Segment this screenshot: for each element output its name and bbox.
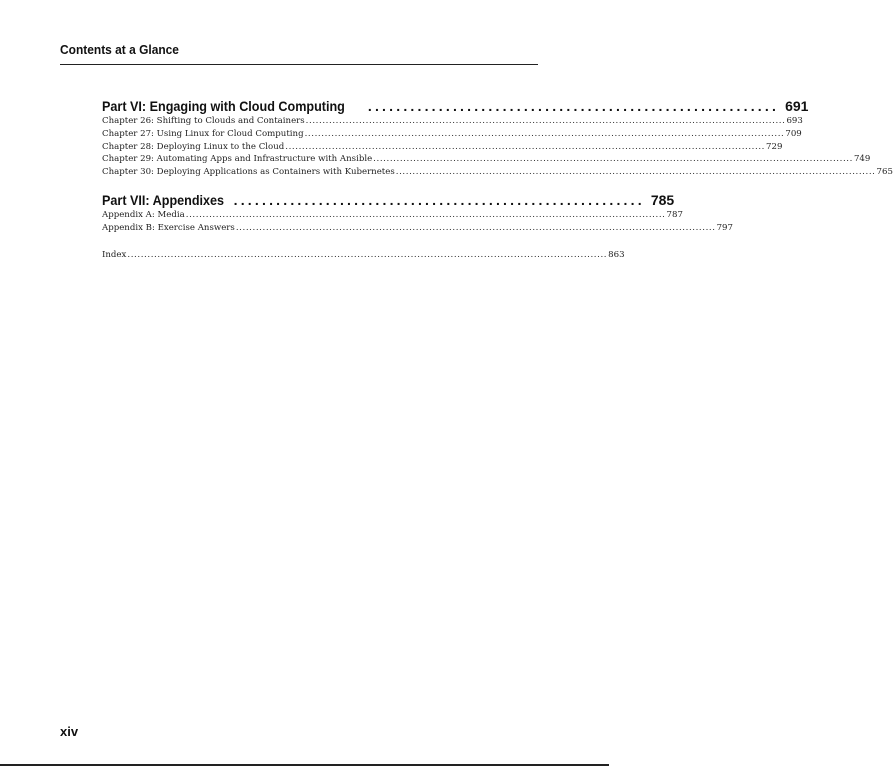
toc-entry[interactable]	[102, 115, 803, 128]
toc-part-page: 691	[785, 98, 809, 114]
toc-entry-title: Chapter 28: Deploying Linux to the Cloud	[102, 141, 285, 152]
toc-entry-page: 787	[666, 209, 683, 220]
toc-entry-page: 709	[785, 128, 802, 139]
table-of-contents	[102, 97, 893, 261]
dot-leader: ................................................................................................................................................	[305, 116, 786, 126]
toc-index[interactable]	[102, 249, 625, 262]
toc-part-title: Part VI: Engaging with Cloud Computing	[102, 98, 345, 114]
toc-entry[interactable]	[102, 153, 871, 166]
toc-entry[interactable]	[102, 209, 683, 222]
dot-leader: ................................................................................................................................................	[235, 222, 716, 233]
toc-part-7[interactable]	[102, 191, 675, 209]
toc-entry-title: Chapter 27: Using Linux for Cloud Computing	[102, 128, 304, 139]
dot-leader: ................................................................................................................................................	[185, 209, 666, 220]
bottom-rule	[0, 764, 609, 766]
toc-entry-page: 765	[876, 167, 893, 178]
toc-entry-page: 693	[786, 116, 803, 126]
toc-entry-title: Chapter 30: Deploying Applications as Containers with Kubernetes	[102, 167, 395, 178]
toc-entry-page: 863	[608, 249, 625, 260]
running-header	[60, 42, 538, 65]
toc-entry-title: Chapter 26: Shifting to Clouds and Containers	[102, 116, 305, 126]
running-header-title: Contents at a Glance	[60, 42, 179, 57]
dot-leader: ................................................................................................................................................	[373, 154, 853, 165]
toc-entry[interactable]	[102, 141, 783, 154]
dot-leader: ................................................................................................................................................	[395, 167, 876, 178]
toc-entry-title: Appendix A: Media	[102, 209, 185, 220]
dot-leader: ..........................................................	[233, 191, 645, 208]
toc-entry-page: 729	[766, 141, 783, 152]
toc-part-6[interactable]	[102, 97, 809, 115]
section-spacer	[102, 179, 538, 191]
toc-entry[interactable]	[102, 128, 802, 141]
toc-part-title: Part VII: Appendixes	[102, 191, 225, 208]
toc-entry-page: 749	[853, 154, 871, 165]
dot-leader: ................................................................................................................................................	[127, 249, 608, 260]
toc-entry-title: Chapter 29: Automating Apps and Infrastructure with Ansible	[102, 154, 373, 165]
dot-leader: ................................................................................................................................................	[304, 128, 785, 139]
toc-entry-title: Appendix B: Exercise Answers	[102, 222, 235, 233]
section-spacer	[102, 235, 538, 249]
toc-entry[interactable]	[102, 222, 733, 235]
folio-page-number: xiv	[60, 724, 79, 739]
toc-entry[interactable]	[102, 166, 893, 179]
toc-entry-page: 797	[716, 222, 733, 233]
toc-part-page: 785	[650, 191, 675, 208]
toc-entry-title: Index	[102, 249, 127, 260]
dot-leader: ..........................................................	[367, 98, 780, 114]
dot-leader: ................................................................................................................................................	[285, 141, 766, 152]
